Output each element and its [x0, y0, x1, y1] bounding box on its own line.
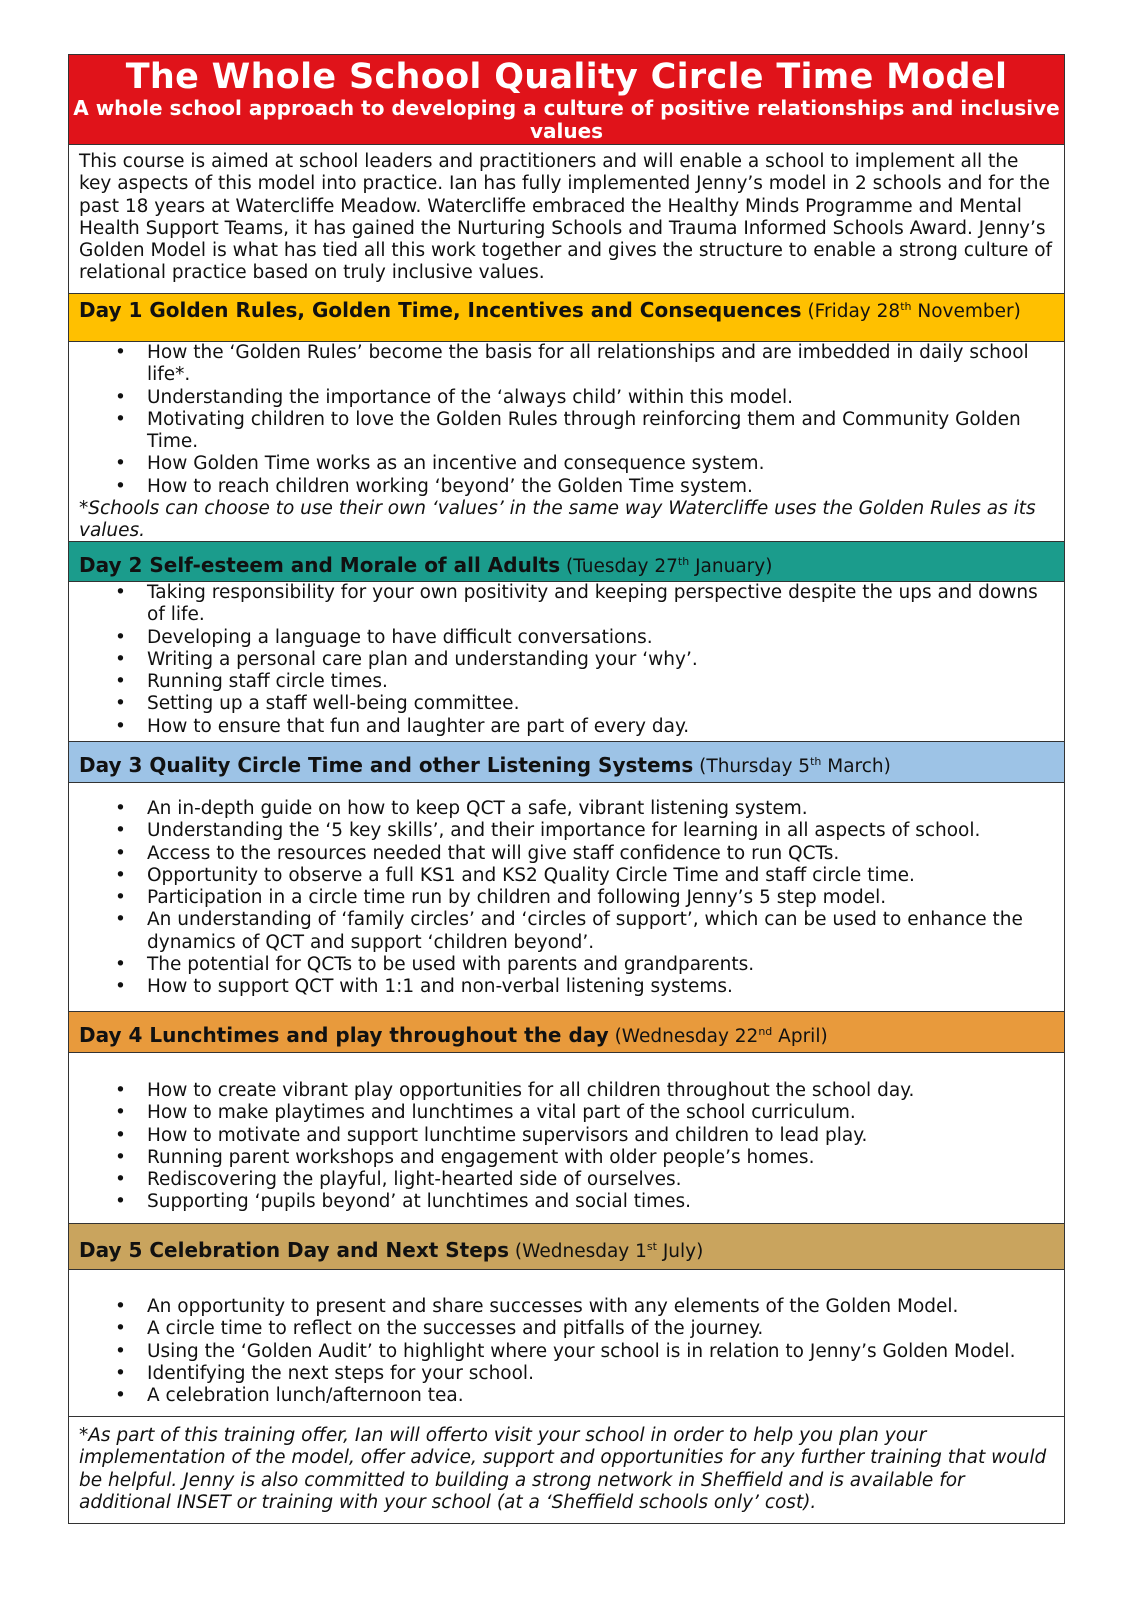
day-5-content — [69, 1270, 1064, 1417]
list-item: • Opportunity to observe a full KS1 and KS2 Quality Circle Time and staff circle time. — [79, 865, 1054, 887]
list-item: • How Golden Time works as an incentive and consequence system. — [79, 453, 1054, 475]
list-item: • How the ‘Golden Rules’ become the basis for all relationships and are imbedded in daily school life*. — [79, 342, 1054, 387]
list-item: • Using the ‘Golden Audit’ to highlight where your school is in relation to Jenny’s Golden Model. — [79, 1341, 1054, 1363]
list-item: • Developing a language to have difficult conversations. — [79, 627, 1054, 649]
list-item: • Understanding the ‘5 key skills’, and their importance for learning in all aspects of school. — [79, 820, 1054, 842]
list-item: • Rediscovering the playful, light-hearted side of ourselves. — [79, 1169, 1054, 1191]
day-1-header — [69, 294, 1064, 342]
list-item: • How to make playtimes and lunchtimes a vital part of the school curriculum. — [79, 1102, 1054, 1124]
day-5-title: Day 5 Celebration Day and Next Steps — [79, 1238, 510, 1263]
list-item: • Understanding the importance of the ‘always child’ within this model. — [79, 387, 1054, 409]
day-3-content — [69, 783, 1064, 1012]
list-item: • Running parent workshops and engagement with older people’s homes. — [79, 1147, 1054, 1169]
day-3-header — [69, 742, 1064, 783]
list-item: • How to create vibrant play opportunities for all children throughout the school day. — [79, 1080, 1054, 1102]
day-3-list — [79, 798, 1054, 999]
footer-note: *As part of this training offer, Ian will offerto visit your school in order to help you plan your implementation of the model, offer advice, support and opportunities for any further training that would be helpful. Jenny is also committed to building a strong network in Sheffield and is available for additional INSET or training with your school (at a ‘Sheffield schools only’ cost). — [79, 1425, 1047, 1513]
day-2-title: Day 2 Self-esteem and Morale of all Adults — [79, 553, 561, 578]
day-1-note: *Schools can choose to use their own ‘values’ in the same way Watercliffe uses the Golden Rules as its values. — [79, 498, 1036, 542]
list-item: • Writing a personal care plan and understanding your ‘why’. — [79, 649, 1054, 671]
list-item: • How to support QCT with 1:1 and non-verbal listening systems. — [79, 976, 1054, 998]
day-1-content — [69, 342, 1064, 542]
page-title: The Whole School Quality Circle Time Model — [125, 57, 1008, 97]
list-item: • The potential for QCTs to be used with parents and grandparents. — [79, 954, 1054, 976]
day-2-content — [69, 582, 1064, 742]
list-item: • How to reach children working ‘beyond’ the Golden Time system. — [79, 476, 1054, 498]
list-item: • An opportunity to present and share successes with any elements of the Golden Model. — [79, 1296, 1054, 1318]
list-item: • Setting up a staff well-being committee. — [79, 693, 1054, 715]
day-2-header — [69, 542, 1064, 582]
day-1-date: (Friday 28th November) — [807, 300, 1021, 323]
day-5-header — [69, 1224, 1064, 1270]
list-item: • A celebration lunch/afternoon tea. — [79, 1385, 1054, 1407]
list-item: • How to ensure that fun and laughter are part of every day. — [79, 716, 1054, 738]
day-4-list — [79, 1080, 1054, 1214]
day-1-list — [79, 342, 1054, 498]
day-4-header — [69, 1012, 1064, 1053]
day-1-title: Day 1 Golden Rules, Golden Time, Incentives and Consequences — [79, 298, 802, 323]
day-4-date: (Wednesday 22nd April) — [614, 1025, 828, 1048]
day-2-list — [79, 582, 1054, 738]
list-item: • An in-depth guide on how to keep QCT a safe, vibrant listening system. — [79, 798, 1054, 820]
list-item: • Participation in a circle time run by children and following Jenny’s 5 step model. — [79, 887, 1054, 909]
list-item: • Taking responsibility for your own positivity and keeping perspective despite the ups and downs of life. — [79, 582, 1054, 627]
day-3-title: Day 3 Quality Circle Time and other Listening Systems — [79, 753, 694, 778]
day-3-date: (Thursday 5th March) — [699, 755, 891, 778]
list-item: • Motivating children to love the Golden Rules through reinforcing them and Community Golden Time. — [79, 409, 1054, 454]
list-item: • Identifying the next steps for your school. — [79, 1363, 1054, 1385]
day-4-content — [69, 1053, 1064, 1224]
course-flyer — [68, 54, 1065, 1524]
day-5-list — [79, 1296, 1054, 1407]
intro-paragraph: This course is aimed at school leaders and practitioners and will enable a school to implement all the key aspects of this model into practice. Ian has fully implemented Jenny’s model in 2 schools and for the past 18 years at Watercliffe Meadow. Watercliffe embraced the Healthy Minds Programme and Mental Health Support Teams, it has gained the Nurturing Schools and Trauma Informed Schools Award. Jenny’s Golden Model is what has tied all this work together and gives the structure to enable a strong culture of relational practice based on truly inclusive values. — [69, 145, 1064, 294]
list-item: • Access to the resources needed that will give staff confidence to run QCTs. — [79, 843, 1054, 865]
list-item: • An understanding of ‘family circles’ and ‘circles of support’, which can be used to enhance the dynamics of QCT and support ‘children beyond’. — [79, 909, 1054, 954]
day-4-title: Day 4 Lunchtimes and play throughout the day — [79, 1023, 609, 1048]
list-item: • Running staff circle times. — [79, 671, 1054, 693]
page-subtitle: A whole school approach to developing a culture of positive relationships and inclusive values — [73, 96, 1060, 143]
title-banner — [69, 55, 1064, 145]
day-5-date: (Wednesday 1st July) — [514, 1240, 704, 1263]
list-item: • A circle time to reflect on the successes and pitfalls of the journey. — [79, 1318, 1054, 1340]
day-2-date: (Tuesday 27th January) — [566, 555, 773, 578]
list-item: • Supporting ‘pupils beyond’ at lunchtimes and social times. — [79, 1191, 1054, 1213]
list-item: • How to motivate and support lunchtime supervisors and children to lead play. — [79, 1125, 1054, 1147]
